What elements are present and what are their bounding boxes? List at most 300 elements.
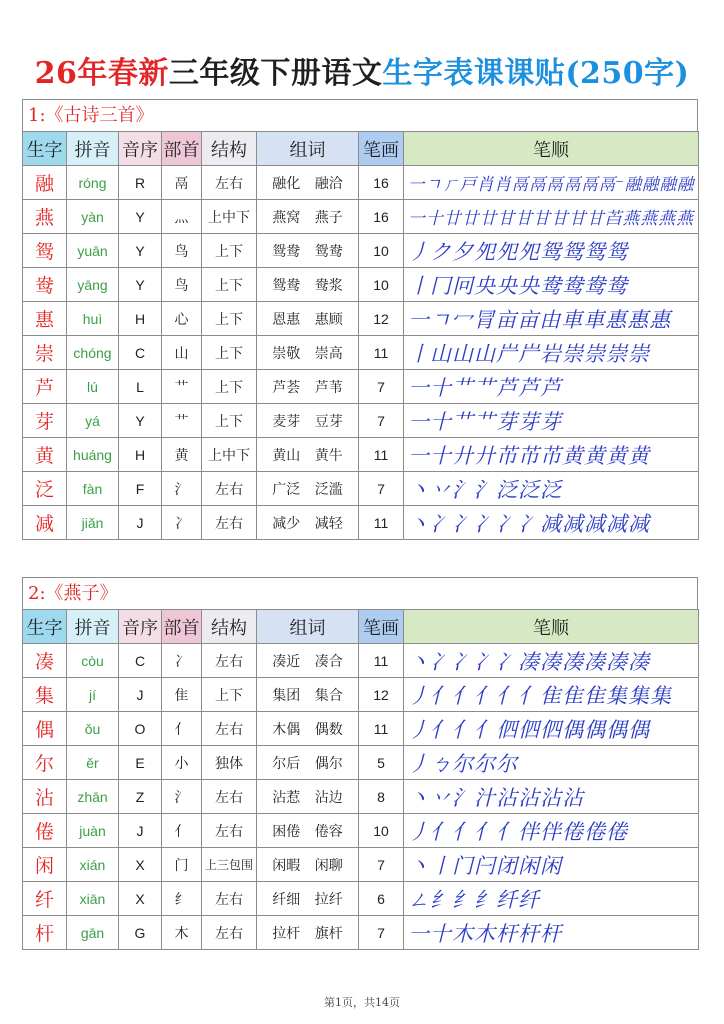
stroke-step: 廿	[479, 209, 497, 229]
char-cell: 倦	[23, 814, 67, 848]
stroke-step: ㄥ	[408, 887, 429, 912]
stroke-step: 杆	[518, 921, 539, 946]
structure-cell: 独体	[202, 746, 257, 780]
pinyin-cell: yàn	[67, 200, 119, 234]
stroke-order-cell	[404, 200, 699, 234]
pinyin-cell: huì	[67, 302, 119, 336]
table-body	[23, 644, 699, 950]
count-cell: 6	[359, 882, 404, 916]
structure-cell: 左右	[202, 814, 257, 848]
stroke-step: 亻	[518, 683, 539, 708]
stroke-step: 甘	[568, 209, 586, 229]
structure-cell: 左右	[202, 166, 257, 200]
stroke-sequence	[408, 680, 672, 710]
stroke-step: 芦	[518, 375, 539, 400]
radical-cell: 山	[162, 336, 202, 370]
stroke-step: 甘	[533, 209, 550, 229]
stroke-step: 尔	[452, 751, 473, 776]
char-cell: 芽	[23, 404, 67, 438]
pinyin-cell: gān	[67, 916, 119, 950]
radical-cell: 氵	[162, 780, 202, 814]
stroke-step: 冖	[451, 307, 473, 332]
stroke-order-cell	[404, 916, 699, 950]
count-cell: 7	[359, 916, 404, 950]
stroke-step: 隹	[584, 683, 605, 708]
structure-cell: 左右	[202, 506, 257, 540]
count-cell: 11	[359, 506, 404, 540]
header-char: 生字	[23, 610, 67, 644]
stroke-step: ㄅ	[430, 751, 451, 776]
stroke-step: 芦	[540, 375, 561, 400]
stroke-step: 芽	[518, 409, 539, 434]
char-cell: 纤	[23, 882, 67, 916]
stroke-step: 亻	[474, 683, 495, 708]
table-row	[23, 780, 699, 814]
radical-cell: 亻	[162, 712, 202, 746]
stroke-step: 肖	[477, 175, 494, 195]
stroke-step: 惠	[627, 307, 649, 332]
order-cell: L	[119, 370, 162, 404]
stroke-step: 鬲	[529, 175, 546, 195]
radical-cell: 黄	[162, 438, 202, 472]
stroke-step: 亻	[496, 819, 517, 844]
stroke-step: 鸳	[584, 239, 605, 264]
order-cell: G	[119, 916, 162, 950]
words-cell: 燕窝 燕子	[257, 200, 359, 234]
char-cell: 沾	[23, 780, 67, 814]
header-pinyin: 拼音	[67, 132, 119, 166]
stroke-step: 芦	[496, 375, 517, 400]
stroke-step: 亻	[452, 819, 473, 844]
stroke-step: 崇	[562, 341, 583, 366]
stroke-order-cell	[404, 678, 699, 712]
stroke-order-cell	[404, 712, 699, 746]
pinyin-cell: yāng	[67, 268, 119, 302]
table-row	[23, 712, 699, 746]
stroke-step: 纤	[518, 887, 539, 912]
stroke-step: 丨	[430, 853, 451, 878]
stroke-step: 集	[628, 683, 649, 708]
stroke-step: 十	[430, 921, 451, 946]
stroke-sequence	[408, 236, 628, 266]
stroke-step: 凑	[606, 649, 627, 674]
char-cell: 黄	[23, 438, 67, 472]
words-cell: 沾惹 沾边	[257, 780, 359, 814]
char-cell: 减	[23, 506, 67, 540]
stroke-step: 减	[606, 511, 627, 536]
stroke-step: 廾	[474, 443, 495, 468]
order-cell: Y	[119, 234, 162, 268]
structure-cell: 上中下	[202, 438, 257, 472]
order-cell: X	[119, 882, 162, 916]
stroke-order-cell	[404, 370, 699, 404]
stroke-step: 丶	[408, 785, 429, 810]
count-cell: 7	[359, 404, 404, 438]
stroke-step: ㄱ	[430, 307, 451, 332]
stroke-step: 央	[474, 273, 495, 298]
stroke-step: 减	[540, 511, 561, 536]
words-cell: 鸳鸯 鸯浆	[257, 268, 359, 302]
words-cell: 拉杆 旗杆	[257, 916, 359, 950]
stroke-step: 冫	[430, 649, 451, 674]
stroke-step: 融	[642, 175, 659, 195]
table-row	[23, 506, 699, 540]
stroke-step: 由	[539, 307, 561, 332]
structure-cell: 上下	[202, 268, 257, 302]
stroke-step: 亻	[430, 717, 451, 742]
radical-cell: 鬲	[162, 166, 202, 200]
table-row	[23, 166, 699, 200]
pinyin-cell: ěr	[67, 746, 119, 780]
pinyin-cell: fàn	[67, 472, 119, 506]
stroke-step: 岩	[540, 341, 561, 366]
stroke-step: 减	[562, 511, 583, 536]
char-cell: 泛	[23, 472, 67, 506]
stroke-step: 亻	[430, 819, 451, 844]
radical-cell: 艹	[162, 370, 202, 404]
stroke-sequence	[408, 304, 671, 334]
stroke-step: 十	[430, 409, 451, 434]
stroke-step: 偶	[584, 717, 605, 742]
stroke-step: 芽	[540, 409, 561, 434]
stroke-step: 丨	[408, 273, 429, 298]
stroke-step: ㄏ	[442, 175, 459, 195]
stroke-step: 沾	[562, 785, 583, 810]
stroke-step: 纤	[496, 887, 517, 912]
table-row	[23, 644, 699, 678]
stroke-step: 芽	[496, 409, 517, 434]
pinyin-cell: yuān	[67, 234, 119, 268]
structure-cell: 左右	[202, 916, 257, 950]
radical-cell: 亻	[162, 814, 202, 848]
char-cell: 鸯	[23, 268, 67, 302]
stroke-sequence	[408, 646, 650, 676]
stroke-step: 亻	[474, 819, 495, 844]
stroke-step: 一	[408, 409, 429, 434]
stroke-step: 一	[408, 307, 429, 332]
stroke-step: 闲	[518, 853, 539, 878]
header-structure: 结构	[202, 610, 257, 644]
stroke-step: 丶	[408, 477, 429, 502]
stroke-step: 凑	[562, 649, 583, 674]
stroke-step: 鸳	[540, 239, 561, 264]
count-cell: 7	[359, 370, 404, 404]
stroke-sequence	[408, 918, 562, 948]
stroke-order-cell	[404, 848, 699, 882]
stroke-step: 融	[676, 175, 694, 195]
stroke-step: 黄	[606, 443, 627, 468]
stroke-step: 伴	[540, 819, 561, 844]
table-row	[23, 472, 699, 506]
stroke-step: 山	[430, 341, 451, 366]
order-cell: H	[119, 438, 162, 472]
stroke-step: 倦	[584, 819, 605, 844]
order-cell: Y	[119, 268, 162, 302]
stroke-step: 燕	[676, 209, 693, 229]
table-row	[23, 814, 699, 848]
count-cell: 11	[359, 644, 404, 678]
count-cell: 16	[359, 200, 404, 234]
stroke-sequence	[408, 782, 584, 812]
stroke-step: 尔	[474, 751, 495, 776]
table-row	[23, 336, 699, 370]
order-cell: C	[119, 644, 162, 678]
pinyin-cell: chóng	[67, 336, 119, 370]
order-cell: E	[119, 746, 162, 780]
radical-cell: 艹	[162, 404, 202, 438]
stroke-step: 凑	[540, 649, 561, 674]
char-cell: 杆	[23, 916, 67, 950]
table-row	[23, 438, 699, 472]
table-row	[23, 404, 699, 438]
words-cell: 纤细 拉纤	[257, 882, 359, 916]
stroke-step: 冋	[452, 273, 473, 298]
table-header-row	[23, 132, 699, 166]
structure-cell: 上中下	[202, 200, 257, 234]
stroke-order-cell	[404, 336, 699, 370]
structure-cell: 上三包围	[202, 848, 257, 882]
header-pinyin: 拼音	[67, 610, 119, 644]
char-cell: 集	[23, 678, 67, 712]
title-part1: 26年春新	[34, 56, 169, 91]
stroke-step: 亻	[430, 683, 451, 708]
radical-cell: 氵	[162, 472, 202, 506]
pinyin-cell: huáng	[67, 438, 119, 472]
radical-cell: 鸟	[162, 268, 202, 302]
stroke-step: 闲	[540, 853, 561, 878]
stroke-step: 丶	[408, 511, 429, 536]
char-cell: 芦	[23, 370, 67, 404]
stroke-step: 艹	[474, 375, 495, 400]
stroke-step: 丨	[408, 341, 429, 366]
pinyin-cell: yá	[67, 404, 119, 438]
structure-cell: 上下	[202, 678, 257, 712]
count-cell: 10	[359, 814, 404, 848]
table-row	[23, 746, 699, 780]
pinyin-cell: juàn	[67, 814, 119, 848]
stroke-step: 芇	[496, 443, 517, 468]
stroke-step: 央	[496, 273, 517, 298]
stroke-step: 减	[628, 511, 649, 536]
stroke-step: 冫	[430, 511, 451, 536]
radical-cell: 心	[162, 302, 202, 336]
char-cell: 闲	[23, 848, 67, 882]
header-order: 音序	[119, 610, 162, 644]
stroke-step: 甘	[497, 209, 515, 229]
title-part2: 三年级下册语文	[168, 56, 383, 91]
stroke-step: 丿	[408, 683, 429, 708]
header-radical: 部首	[162, 610, 202, 644]
stroke-step: 集	[650, 683, 671, 708]
stroke-step: 凑	[628, 649, 649, 674]
stroke-step: 丿	[408, 819, 429, 844]
stroke-step: 伴	[518, 819, 539, 844]
table-row	[23, 302, 699, 336]
count-cell: 7	[359, 848, 404, 882]
header-count: 笔画	[359, 610, 404, 644]
section-lesson-2	[22, 577, 698, 950]
words-cell: 鸳鸯 鸳鸯	[257, 234, 359, 268]
stroke-step: 山	[474, 341, 495, 366]
table-row	[23, 268, 699, 302]
stroke-step: 丶	[408, 853, 429, 878]
stroke-order-cell	[404, 438, 699, 472]
stroke-step: 一	[408, 443, 429, 468]
char-cell: 偶	[23, 712, 67, 746]
header-count: 笔画	[359, 132, 404, 166]
stroke-step: 廿	[443, 209, 461, 229]
stroke-step: 鸯	[606, 273, 627, 298]
count-cell: 11	[359, 336, 404, 370]
stroke-step: 鬲	[546, 175, 563, 195]
stroke-step: 泛	[496, 477, 517, 502]
stroke-step: 冫	[474, 649, 495, 674]
table-row	[23, 200, 699, 234]
stroke-step: 氵	[452, 785, 473, 810]
radical-cell: 小	[162, 746, 202, 780]
char-cell: 鸳	[23, 234, 67, 268]
order-cell: Y	[119, 404, 162, 438]
stroke-step: 甘	[515, 209, 533, 229]
stroke-step: 燕	[658, 209, 676, 229]
title-part3: 生字表课课贴(250字)	[382, 56, 690, 91]
order-cell: F	[119, 472, 162, 506]
stroke-step: 冫	[496, 649, 517, 674]
stroke-step: 鸯	[562, 273, 583, 298]
words-cell: 困倦 倦容	[257, 814, 359, 848]
pinyin-cell: xián	[67, 848, 119, 882]
stroke-sequence	[408, 508, 650, 538]
structure-cell: 上下	[202, 370, 257, 404]
stroke-step: 亩	[495, 307, 517, 332]
stroke-step: 夕	[452, 239, 473, 264]
stroke-step: 亻	[496, 683, 517, 708]
stroke-step: 黄	[584, 443, 605, 468]
stroke-step: 廾	[452, 443, 473, 468]
pinyin-cell: xiān	[67, 882, 119, 916]
page-title	[0, 48, 724, 92]
stroke-sequence	[408, 850, 562, 880]
stroke-step: 屵	[518, 341, 539, 366]
stroke-step: 冫	[452, 649, 473, 674]
stroke-step: 芇	[518, 443, 539, 468]
stroke-step: 十	[430, 443, 451, 468]
count-cell: 10	[359, 268, 404, 302]
stroke-step: 伵	[518, 717, 539, 742]
stroke-step: 亻	[474, 717, 495, 742]
words-cell: 凑近 凑合	[257, 644, 359, 678]
stroke-step: 闩	[474, 853, 495, 878]
stroke-step: 崇	[584, 341, 605, 366]
stroke-step: 尔	[496, 751, 517, 776]
stroke-step: 十	[430, 375, 451, 400]
stroke-step: 一	[408, 921, 429, 946]
header-words: 组词	[257, 610, 359, 644]
words-cell: 崇敬 崇高	[257, 336, 359, 370]
stroke-step: 鬲	[563, 175, 581, 195]
stroke-step: 鸳	[562, 239, 583, 264]
char-cell: 尔	[23, 746, 67, 780]
radical-cell: 冫	[162, 506, 202, 540]
order-cell: J	[119, 506, 162, 540]
stroke-step: 夗	[518, 239, 539, 264]
header-radical: 部首	[162, 132, 202, 166]
words-cell: 广泛 泛滥	[257, 472, 359, 506]
stroke-step: 車	[561, 307, 583, 332]
words-cell: 黄山 黄牛	[257, 438, 359, 472]
order-cell: X	[119, 848, 162, 882]
stroke-step: 鸯	[584, 273, 605, 298]
words-cell: 减少 减轻	[257, 506, 359, 540]
stroke-step: 惠	[649, 307, 671, 332]
stroke-step: 氵	[452, 477, 473, 502]
order-cell: J	[119, 678, 162, 712]
stroke-step: 鬲	[511, 175, 529, 195]
stroke-sequence	[408, 748, 518, 778]
words-cell: 麦芽 豆芽	[257, 404, 359, 438]
structure-cell: 左右	[202, 712, 257, 746]
header-words: 组词	[257, 132, 359, 166]
stroke-step: 伵	[496, 717, 517, 742]
stroke-step: 夗	[474, 239, 495, 264]
stroke-step: 一	[408, 209, 425, 229]
pinyin-cell: jiǎn	[67, 506, 119, 540]
order-cell: R	[119, 166, 162, 200]
stroke-step: 倦	[606, 819, 627, 844]
stroke-step: 鬲⁻	[598, 175, 624, 195]
structure-cell: 左右	[202, 780, 257, 814]
stroke-step: 肖	[494, 175, 511, 195]
stroke-step: 冫	[518, 511, 539, 536]
structure-cell: 上下	[202, 234, 257, 268]
stroke-order-cell	[404, 166, 699, 200]
stroke-step: 亻	[452, 717, 473, 742]
stroke-step: 汁	[474, 785, 495, 810]
pinyin-cell: róng	[67, 166, 119, 200]
stroke-step: 丿	[408, 239, 429, 264]
stroke-step: 苩	[604, 209, 622, 229]
header-char: 生字	[23, 132, 67, 166]
stroke-step: 黄	[628, 443, 649, 468]
stroke-order-cell	[404, 506, 699, 540]
header-order: 音序	[119, 132, 162, 166]
stroke-step: 木	[474, 921, 495, 946]
stroke-step: 木	[452, 921, 473, 946]
stroke-step: 一	[408, 375, 429, 400]
stroke-step: 沾	[496, 785, 517, 810]
stroke-step: 一	[408, 175, 425, 195]
section-heading: 1:《古诗三首》	[22, 99, 698, 131]
char-cell: 燕	[23, 200, 67, 234]
pinyin-cell: còu	[67, 644, 119, 678]
stroke-step: 丷	[430, 785, 451, 810]
stroke-step: 冂	[430, 273, 451, 298]
stroke-order-cell	[404, 302, 699, 336]
char-table	[22, 609, 699, 950]
table-row	[23, 234, 699, 268]
stroke-step: 十	[425, 209, 443, 229]
stroke-step: 凑	[518, 649, 539, 674]
section-heading: 2:《燕子》	[22, 577, 698, 609]
page-footer: 第1页，共14页	[324, 996, 400, 1009]
order-cell: Y	[119, 200, 162, 234]
order-cell: H	[119, 302, 162, 336]
stroke-order-cell	[404, 746, 699, 780]
radical-cell: 隹	[162, 678, 202, 712]
radical-cell: 木	[162, 916, 202, 950]
order-cell: J	[119, 814, 162, 848]
table-row	[23, 916, 699, 950]
